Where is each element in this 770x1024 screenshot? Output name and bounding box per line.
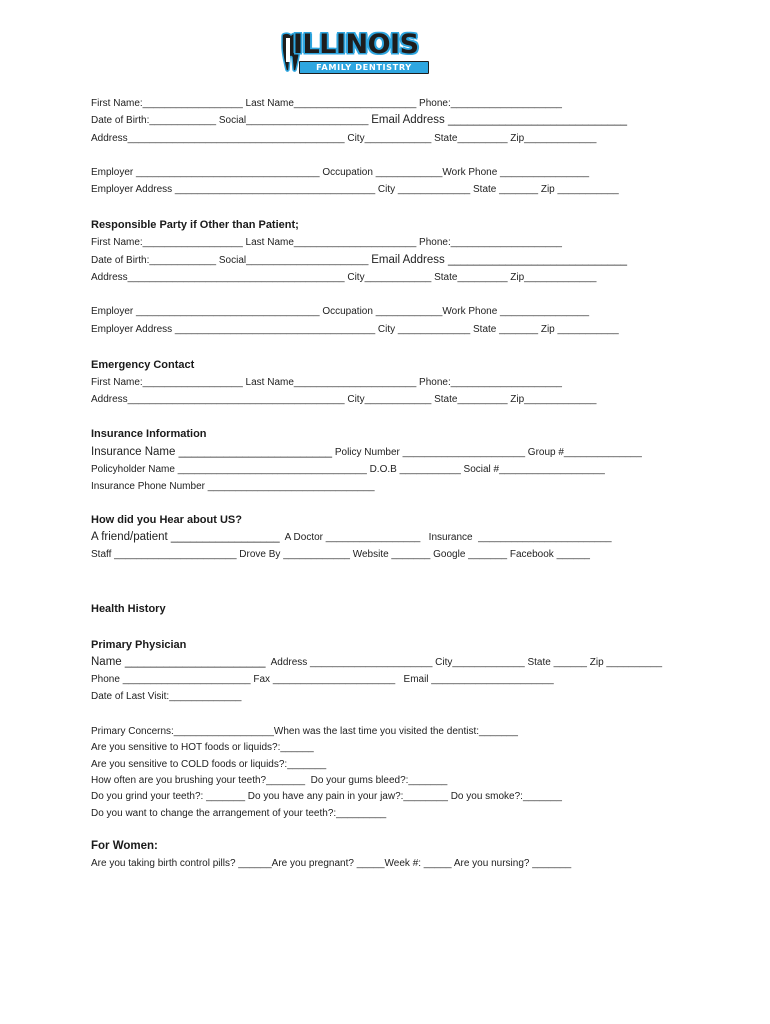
referral-friend: A friend/patient _________________: [91, 531, 280, 543]
logo-wordmark: ILLINOIS: [293, 29, 419, 60]
referral-heading: How did you Hear about US?: [91, 514, 242, 526]
responsible-dob-social-email-line: [91, 254, 627, 267]
patient-email: Email Address ____________________________: [371, 114, 628, 126]
patient-name-phone-line: First Name:__________________ Last Name______________________ Phone:____________________: [91, 98, 562, 109]
responsible-dob-social: Date of Birth:____________ Social______________________: [91, 255, 372, 266]
insurance-name: Insurance Name ________________________: [91, 446, 333, 458]
brushing-gums-line: How often are you brushing your teeth?_______ Do your gums bleed?:_______: [91, 775, 448, 786]
referral-line-1: [91, 531, 612, 544]
responsible-name-phone-line: First Name:__________________ Last Name______________________ Phone:____________________: [91, 237, 562, 248]
emergency-address-line: Address_______________________________________ City____________ State_________ Zip_____________: [91, 394, 597, 405]
responsible-address-line: Address_______________________________________ City____________ State_________ Zip_____________: [91, 272, 597, 283]
patient-employer-address-line: Employer Address ____________________________________ City _____________ State _______ Zip ___________: [91, 184, 619, 195]
emergency-contact-heading: Emergency Contact: [91, 359, 195, 371]
responsible-party-heading: Responsible Party if Other than Patient;: [91, 219, 299, 231]
responsible-email: Email Address ____________________________: [371, 254, 628, 266]
responsible-employer-address-line: Employer Address ____________________________________ City _____________ State _______ Zip ___________: [91, 324, 619, 335]
patient-address-line: Address_______________________________________ City____________ State_________ Zip_____________: [91, 133, 597, 144]
women-questions-line: Are you taking birth control pills? ______Are you pregnant? _____Week #: _____ Are you nursing? _______: [91, 858, 572, 869]
referral-doctor-insurance: A Doctor _________________ Insurance ________________________: [279, 532, 612, 543]
patient-dob-social: Date of Birth:____________ Social______________________: [91, 115, 372, 126]
cold-sensitivity-line: Are you sensitive to COLD foods or liquids?:_______: [91, 759, 327, 770]
insurance-name-policy-line: [91, 446, 642, 459]
primary-physician-heading: Primary Physician: [91, 639, 187, 651]
referral-line-2: Staff ______________________ Drove By ____________ Website _______ Google _______ Facebook ______: [91, 549, 590, 560]
patient-dob-social-email-line: [91, 114, 627, 127]
insurance-phone-line: Insurance Phone Number ______________________________: [91, 481, 375, 492]
insurance-heading: Insurance Information: [91, 428, 207, 440]
teeth-arrangement-line: Do you want to change the arrangement of your teeth?:_________: [91, 808, 387, 819]
physician-name-address-line: [91, 656, 662, 669]
hot-sensitivity-line: Are you sensitive to HOT foods or liquids?:______: [91, 742, 314, 753]
policyholder-line: Policyholder Name __________________________________ D.O.B ___________ Social #___________________: [91, 464, 605, 475]
health-history-heading: Health History: [91, 603, 166, 615]
physician-name: Name ______________________: [91, 656, 266, 668]
emergency-name-phone-line: First Name:__________________ Last Name______________________ Phone:____________________: [91, 377, 562, 388]
physician-phone-line: Phone _______________________ Fax ______________________ Email ______________________: [91, 674, 554, 685]
logo-tagline: FAMILY DENTISTRY: [299, 61, 429, 74]
logo: [279, 29, 429, 74]
responsible-employer-line: Employer _________________________________ Occupation ____________Work Phone ________________: [91, 306, 590, 317]
last-visit-line: Date of Last Visit:_____________: [91, 691, 242, 702]
patient-employer-line: Employer _________________________________ Occupation ____________Work Phone ________________: [91, 167, 590, 178]
primary-concerns-line: Primary Concerns:__________________When was the last time you visited the dentist:_______: [91, 726, 518, 737]
policy-group: Policy Number ______________________ Group #______________: [332, 447, 642, 458]
for-women-heading: For Women:: [91, 840, 158, 852]
grind-jaw-smoke-line: Do you grind your teeth?: _______ Do you have any pain in your jaw?:________ Do you smoke?:_______: [91, 791, 562, 802]
physician-address: Address ______________________ City_____________ State ______ Zip __________: [265, 657, 663, 668]
